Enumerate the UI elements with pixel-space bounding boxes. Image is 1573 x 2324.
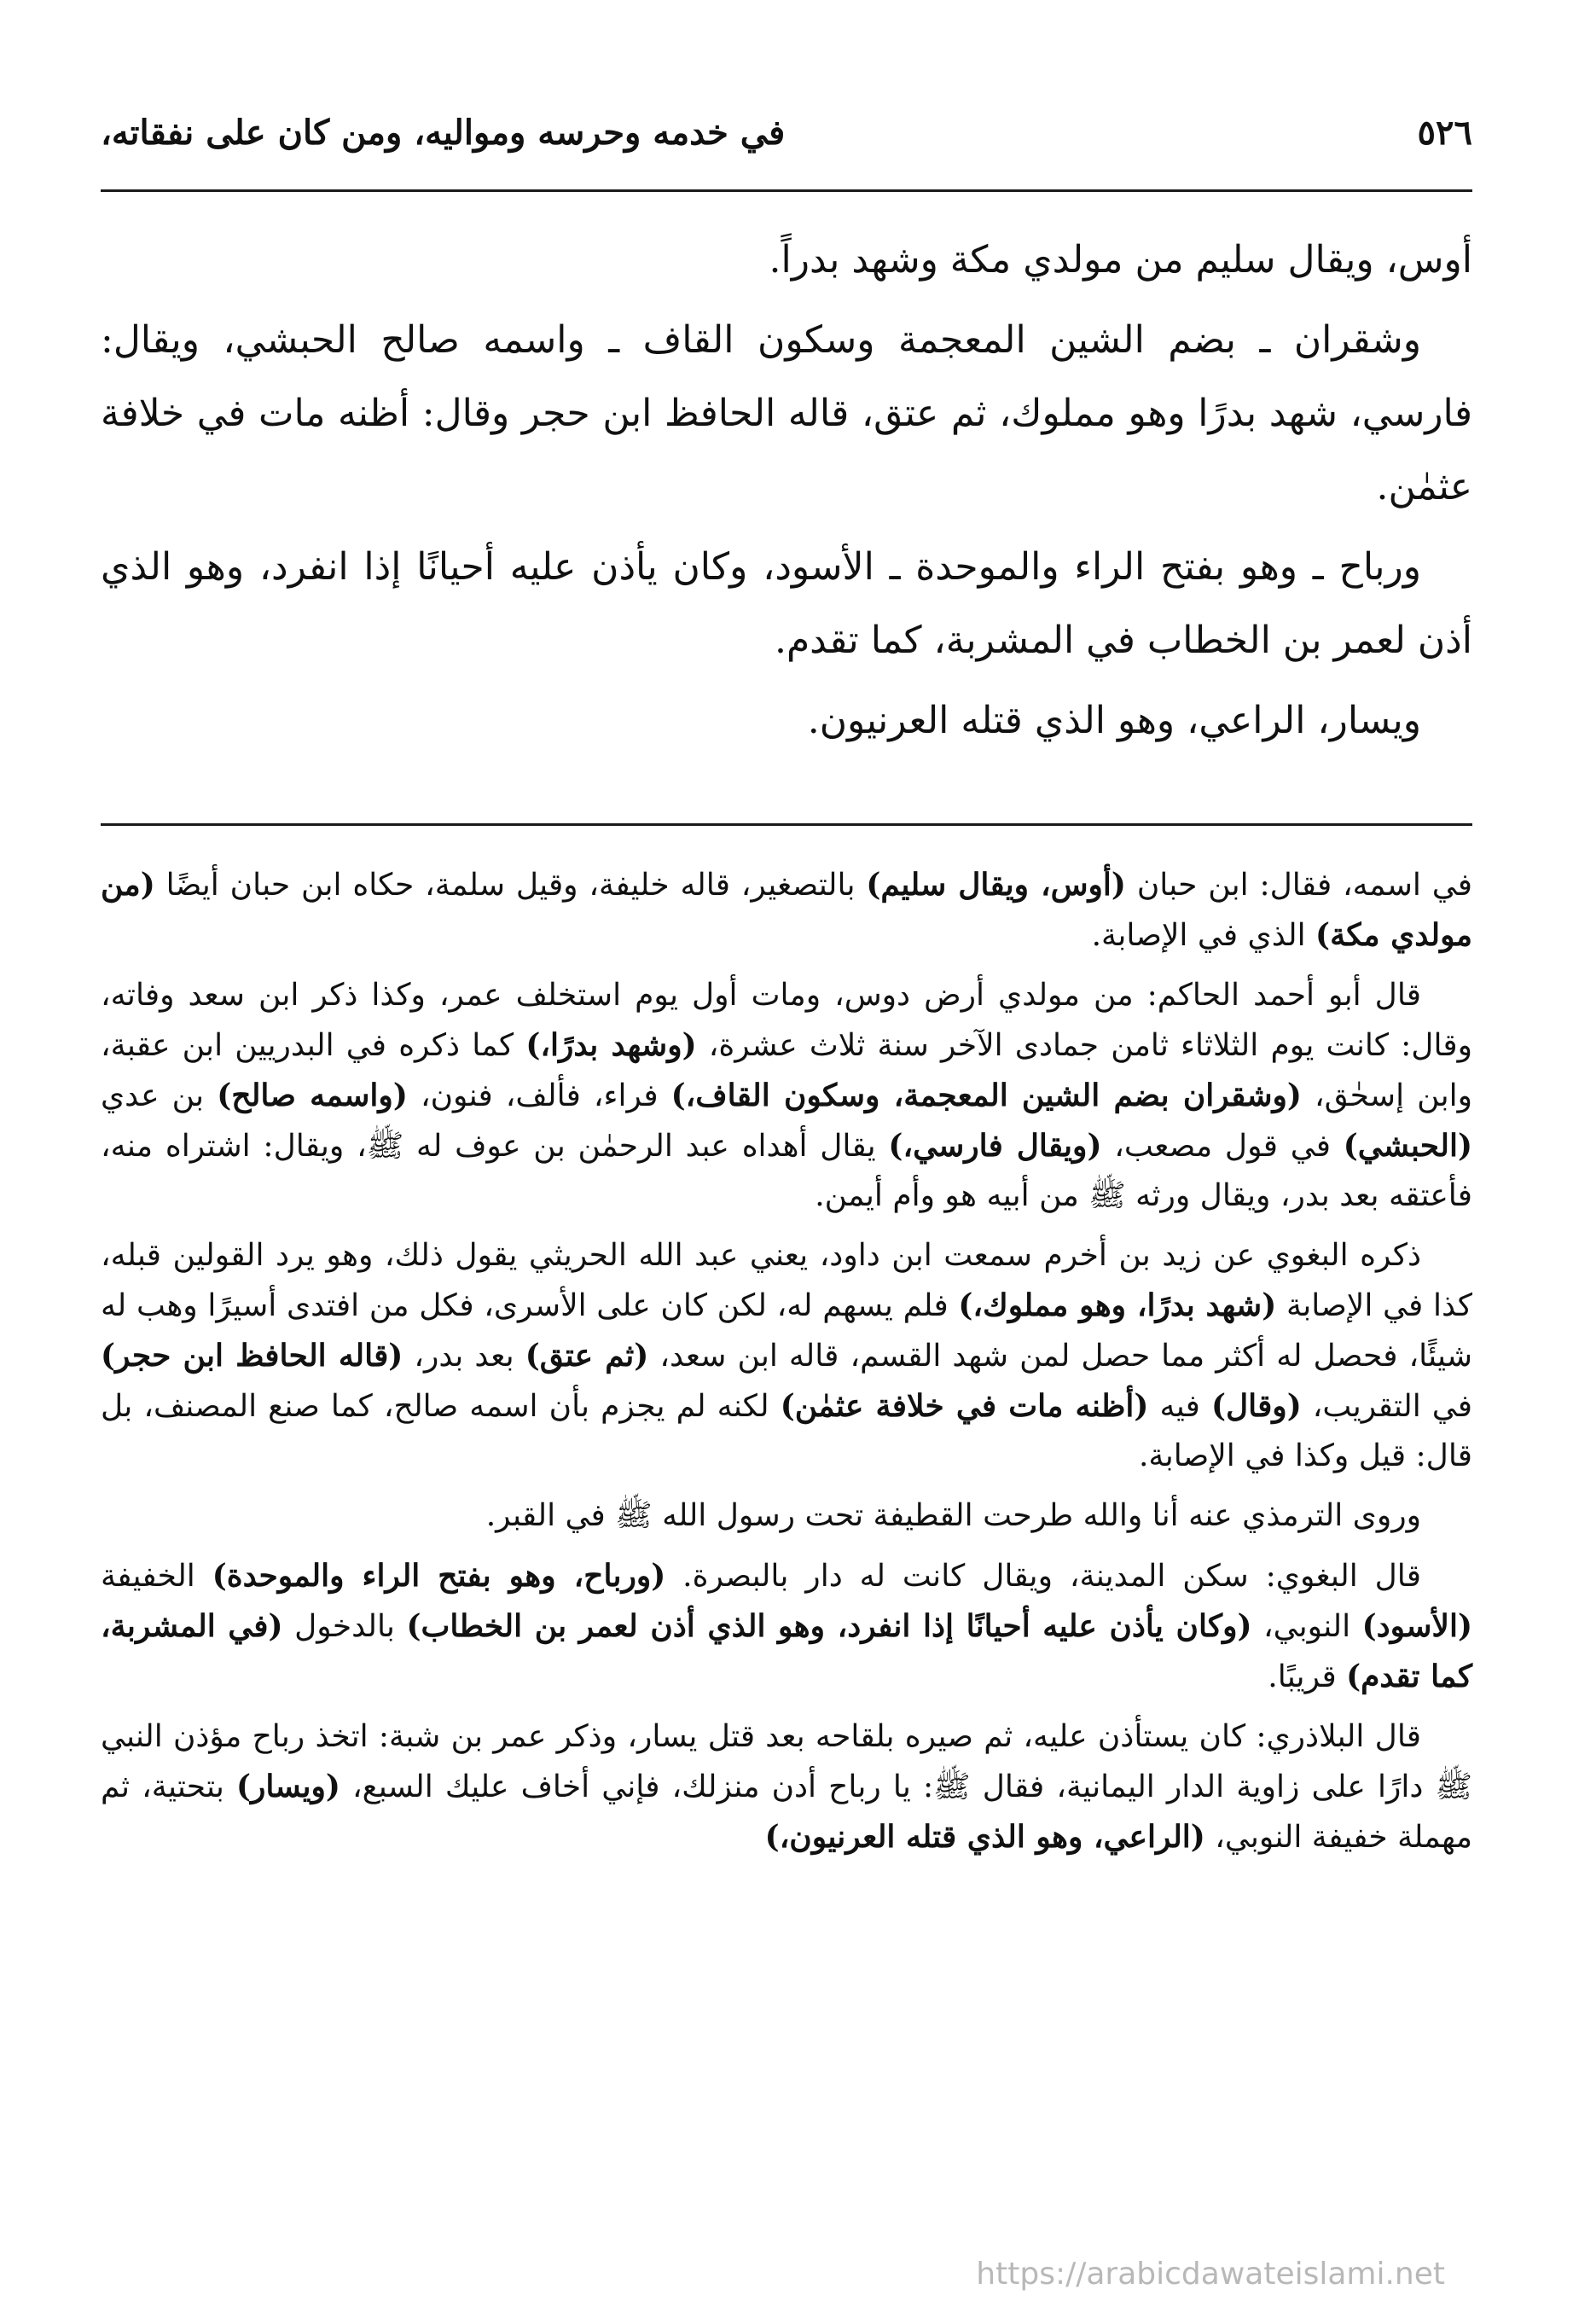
quoted-text: (من مولدي مكة) (101, 867, 1472, 953)
header-divider (101, 189, 1472, 192)
text-run: الذي في الإصابة. (1091, 918, 1316, 953)
quoted-text: (وقال) (1210, 1388, 1302, 1424)
main-paragraph: وشقران ـ بضم الشين المعجمة وسكون القاف ـ واسمه صالح الحبشي، ويقال: فارسي، شهد بدرًا وهو مملوك، ثم عتق، قاله الحافظ ابن حجر وقال: أظنه مات في خلافة عثمٰن. (101, 318, 1472, 508)
quoted-text: (وشقران بضم الشين المعجمة، وسكون القاف،) (670, 1078, 1302, 1113)
commentary-paragraph (101, 860, 1472, 961)
text-run: فيه (1148, 1389, 1211, 1424)
text-run: يقال أهداه عبد الرحمٰن بن عوف له ﷺ، ويقال: اشتراه منه، فأعتقه بعد بدر، ويقال ورثه ﷺ من أبيه هو وأم أيمن. (101, 1129, 1472, 1213)
quoted-text: (ثم عتق) (525, 1338, 649, 1374)
quoted-text: (أوس، ويقال سليم) (866, 867, 1126, 903)
text-run: في اسمه، فقال: ابن حبان (1125, 868, 1472, 903)
footnote-divider (101, 823, 1472, 826)
commentary (101, 860, 1472, 2251)
text-run: بن عدي (101, 1078, 218, 1113)
text-run: فلم يسهم له، لكن كان على الأسرى، فكل من افتدى أسيرًا وهب له شيئًا، فحصل له أكثر مما حصل لمن شهد القسم، قاله ابن سعد، (101, 1288, 1472, 1374)
quoted-text: (الراعي، وهو الذي قتله العرنيون،) (764, 1819, 1205, 1855)
main-paragraph: أوس، ويقال سليم من مولدي مكة وشهد بدراً. (769, 238, 1472, 282)
source-watermark: https://arabicdawateislami.net (976, 2257, 1445, 2292)
quoted-text: (الأسود) (1361, 1608, 1472, 1644)
text-run: لكنه لم يجزم بأن اسمه صالح، كما صنع المصنف، بل قال: قيل وكذا في الإصابة. (101, 1389, 1472, 1473)
commentary-paragraph (101, 1712, 1472, 1862)
text-run: ذكره البغوي عن زيد بن أخرم سمعت ابن داود، يعني عبد الله الحريثي يقول ذلك، وهو يرد القولين قبله، كذا في الإصابة (101, 1238, 1472, 1323)
commentary-paragraph (101, 1491, 1472, 1541)
text-run: بالتصغير، قاله خليفة، وقيل سلمة، حكاه ابن حبان أيضًا (154, 868, 867, 903)
text-run: في قول مصعب، (1101, 1129, 1344, 1164)
text-run: بعد بدر، (403, 1339, 525, 1374)
quoted-text: (ويسار) (235, 1769, 340, 1804)
text-run: فراء، فألف، فنون، (407, 1078, 671, 1113)
commentary-paragraph (101, 1231, 1472, 1481)
text-run: في التقريب، (1301, 1389, 1472, 1424)
text-run: قريبًا. (1268, 1659, 1347, 1694)
quoted-text: (ويقال فارسي،) (888, 1128, 1102, 1164)
text-run: كما ذكره في البدريين ابن عقبة، وابن إسحٰق، (101, 1028, 1472, 1113)
main-text (101, 224, 1472, 804)
quoted-text: (شهد بدرًا، وهو مملوك،) (958, 1287, 1277, 1323)
quoted-text: (أظنه مات في خلافة عثمٰن) (780, 1388, 1149, 1424)
quoted-text: (وكان يأذن عليه أحيانًا إذا انفرد، وهو الذي أذن لعمر بن الخطاب) (406, 1608, 1252, 1644)
text-run: بالدخول (282, 1609, 407, 1644)
quoted-text: (وشهد بدرًا،) (525, 1027, 697, 1063)
main-paragraph: ويسار، الراعي، وهو الذي قتله العرنيون. (807, 699, 1421, 742)
running-title: في خدمه وحرسه ومواليه، ومن كان على نفقاته، (101, 112, 786, 153)
quoted-text: (في المشربة، كما تقدم) (101, 1608, 1472, 1694)
commentary-paragraph (101, 971, 1472, 1221)
text-run: الخفيفة (101, 1559, 212, 1594)
page-header (101, 102, 1472, 162)
text-run: قال البغوي: سكن المدينة، ويقال كانت له دار بالبصرة. (665, 1559, 1421, 1594)
quoted-text: (واسمه صالح) (217, 1078, 408, 1113)
text-run: قال البلاذري: كان يستأذن عليه، ثم صيره بلقاحه بعد قتل يسار، وذكر عمر بن شبة: اتخذ رباح مؤذن النبي ﷺ دارًا على زاوية الدار اليمانية، فقال ﷺ: يا رباح أدن منزلك، فإني أخاف عليك السبع، (101, 1719, 1472, 1804)
text-run: وروى الترمذي عنه أنا والله طرحت القطيفة تحت رسول الله ﷺ في القبر. (485, 1498, 1421, 1533)
quoted-text: (ورباح، وهو بفتح الراء والموحدة) (212, 1558, 666, 1594)
page-number: ٥٢٦ (1417, 112, 1472, 153)
commentary-paragraph (101, 1551, 1472, 1702)
text-run: قال أبو أحمد الحاكم: من مولدي أرض دوس، ومات أول يوم استخلف عمر، وكذا ذكر ابن سعد وفاته، وقال: كانت يوم الثلاثاء ثامن جمادى الآخر سنة ثلاث عشرة، (101, 978, 1473, 1063)
text-run: بتحتية، ثم مهملة خفيفة النوبي، (101, 1769, 1472, 1855)
main-paragraph: ورباح ـ وهو بفتح الراء والموحدة ـ الأسود، وكان يأذن عليه أحيانًا إذا انفرد، وهو الذي أذن لعمر بن الخطاب في المشربة، كما تقدم. (101, 545, 1472, 662)
text-run: النوبي، (1251, 1609, 1362, 1644)
quoted-text: (قاله الحافظ ابن حجر) (101, 1338, 403, 1374)
quoted-text: (الحبشي) (1343, 1128, 1472, 1164)
